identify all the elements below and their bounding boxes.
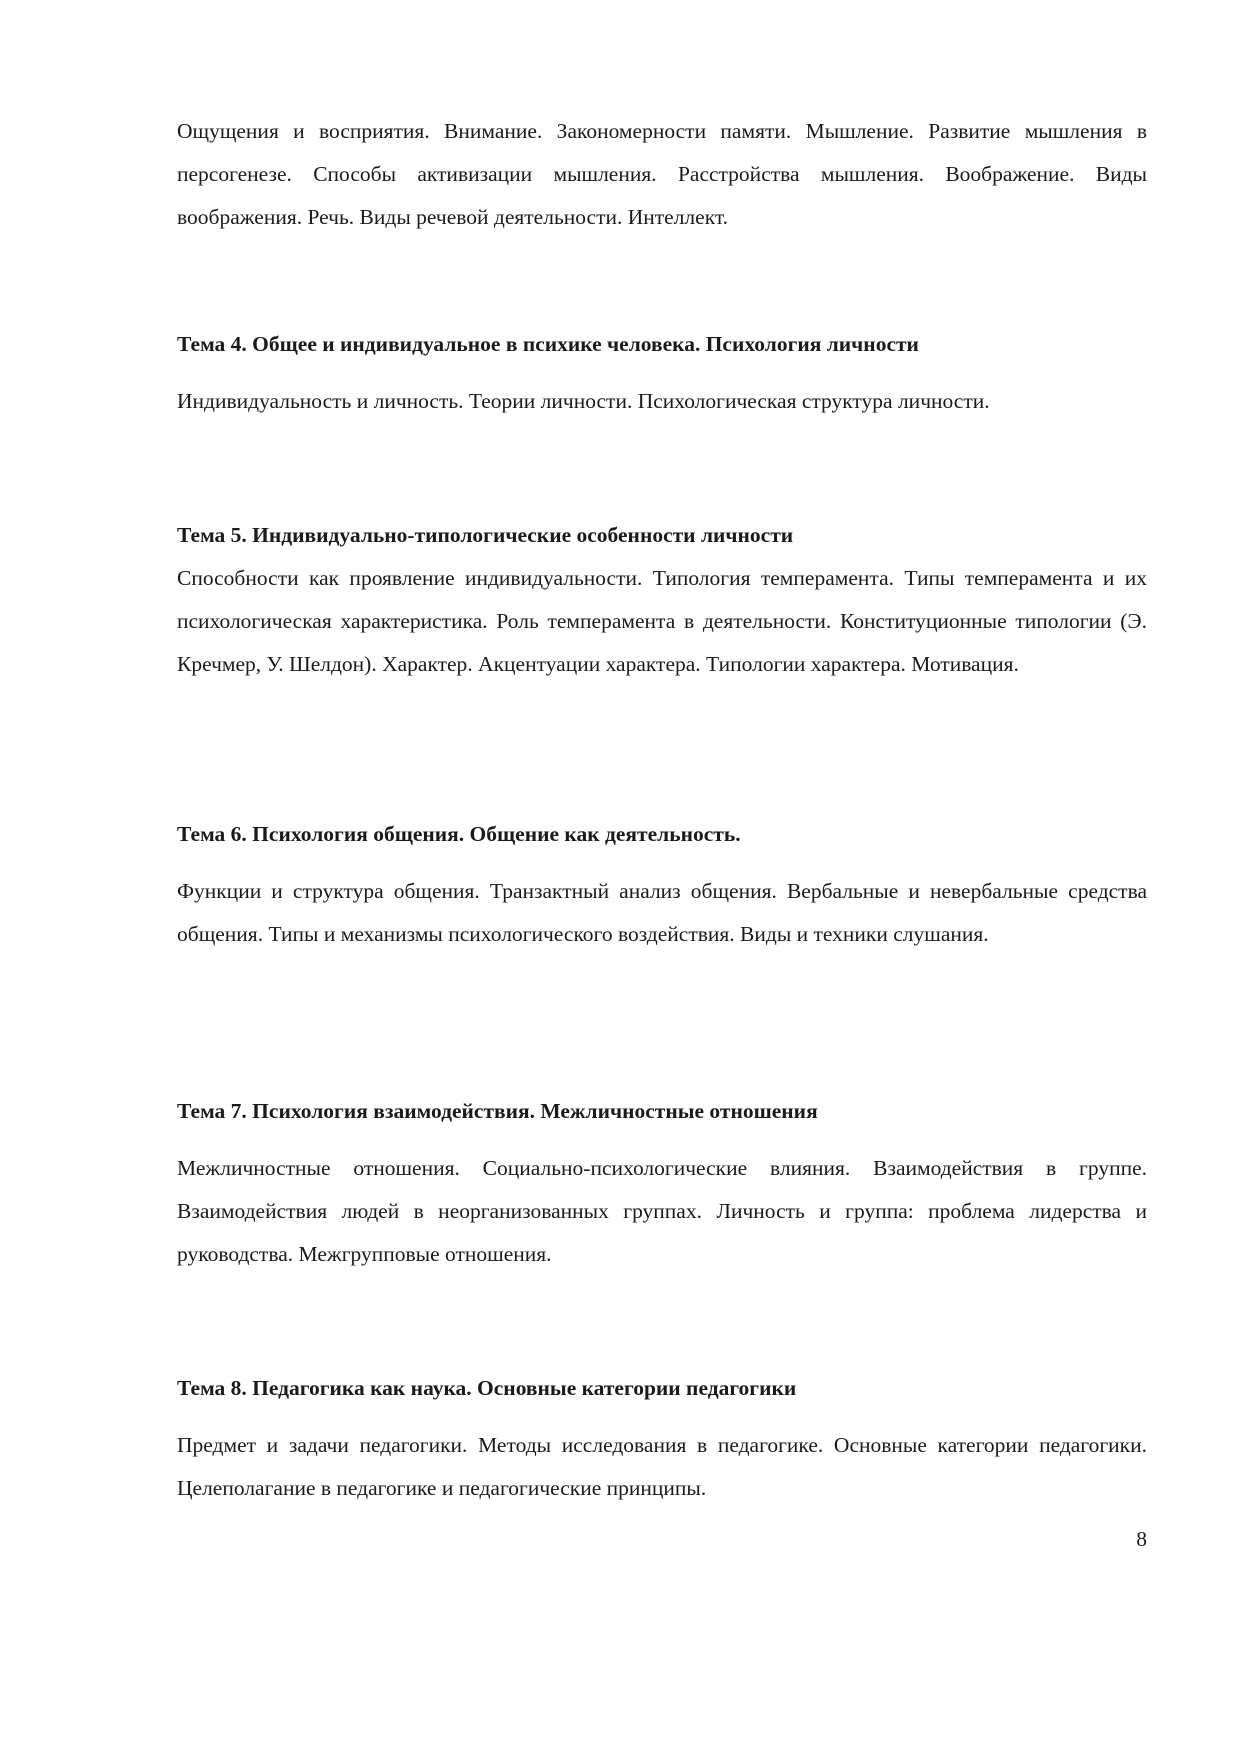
topic-4-body: Индивидуальность и личность. Теории личности. Психологическая структура личности. <box>177 389 990 413</box>
topic-7-body: Межличностные отношения. Социально-психологические влияния. Взаимодействия в группе. Взаимодействия людей в неорганизованных группах. Личность и группа: проблема лидерства и руководства. Межгрупповые отношения. <box>177 1156 1147 1266</box>
topic-6-body: Функции и структура общения. Транзактный анализ общения. Вербальные и невербальные средства общения. Типы и механизмы психологического воздействия. Виды и техники слушания. <box>177 879 1147 946</box>
topic-6-heading: Тема 6. Психология общения. Общение как деятельность. <box>177 822 741 846</box>
topic-4-heading: Тема 4. Общее и индивидуальное в психике человека. Психология личности <box>177 332 919 356</box>
topic-8-section <box>177 1367 1147 1510</box>
intro-section <box>177 110 1147 239</box>
topic-8-body: Предмет и задачи педагогики. Методы исследования в педагогике. Основные категории педагогики. Целеполагание в педагогике и педагогические принципы. <box>177 1433 1147 1500</box>
topic-7-section <box>177 1090 1147 1276</box>
topic-5-section <box>177 514 1147 686</box>
topic-5-heading: Тема 5. Индивидуально-типологические особенности личности <box>177 523 794 547</box>
topic-4-section <box>177 323 1147 423</box>
topic-7-heading: Тема 7. Психология взаимодействия. Межличностные отношения <box>177 1099 818 1123</box>
topic-8-heading: Тема 8. Педагогика как наука. Основные категории педагогики <box>177 1376 797 1400</box>
intro-paragraph: Ощущения и восприятия. Внимание. Закономерности памяти. Мышление. Развитие мышления в персогенезе. Способы активизации мышления. Расстройства мышления. Воображение. Виды воображения. Речь. Виды речевой деятельности. Интеллект. <box>177 119 1147 229</box>
topic-6-section <box>177 813 1147 956</box>
topic-5-body: Способности как проявление индивидуальности. Типология темперамента. Типы темперамента и их психологическая характеристика. Роль темперамента в деятельности. Конституционные типологии (Э. Кречмер, У. Шелдон). Характер. Акцентуации характера. Типологии характера. Мотивация. <box>177 566 1147 676</box>
page-number: 8 <box>1136 1527 1147 1551</box>
